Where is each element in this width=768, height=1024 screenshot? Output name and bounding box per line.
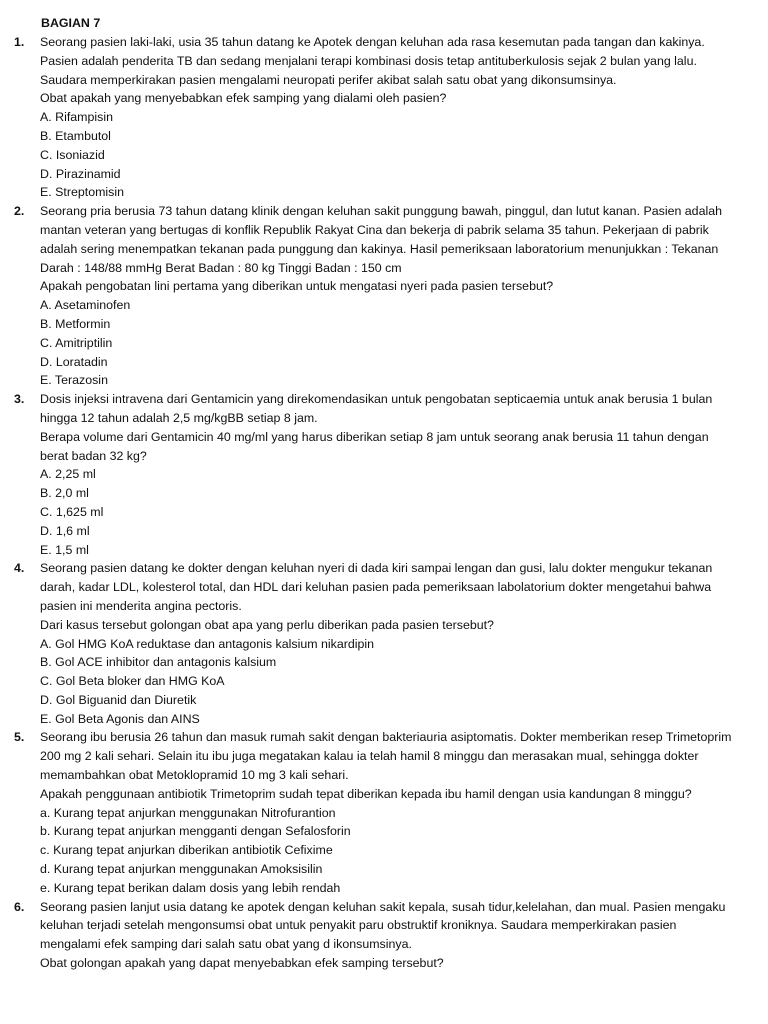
question-2 (14, 202, 738, 390)
option-item: a. Kurang tepat anjurkan menggunakan Nitrofurantion (40, 805, 336, 820)
question-stem: Seorang pasien lanjut usia datang ke apotek dengan keluhan sakit kepala, susah tidur,kelelahan, dan mual. Pasien mengaku keluhan terjadi setelah mengonsumsi obat untuk penyakit paru obstruktif kroniknya. Saudara memperkirakan pasien mengalami efek samping dari salah satu obat yang d ikonsumsinya. (40, 899, 726, 952)
question-5 (14, 728, 738, 897)
option-list (40, 296, 738, 390)
question-body (40, 390, 738, 559)
option-item: E. Gol Beta Agonis dan AINS (40, 711, 200, 726)
option-item: C. Gol Beta bloker dan HMG KoA (40, 674, 225, 689)
question-prompt: Obat apakah yang menyebabkan efek samping yang dialami oleh pasien? (40, 91, 447, 106)
question-number: 6. (14, 899, 25, 914)
option-item: B. Etambutol (40, 128, 111, 143)
question-body (40, 898, 738, 973)
option-list (40, 108, 738, 202)
question-number: 1. (14, 35, 25, 49)
question-6 (14, 898, 738, 973)
option-list (40, 635, 738, 729)
option-item: A. Asetaminofen (40, 298, 131, 313)
option-item: B. 2,0 ml (40, 486, 89, 501)
option-item: A. Gol HMG KoA reduktase dan antagonis kalsium nikardipin (40, 636, 375, 651)
option-item: E. Terazosin (40, 373, 108, 388)
question-prompt: Apakah penggunaan antibiotik Trimetoprim sudah tepat diberikan kepada ibu hamil dengan usia kandungan 8 minggu? (40, 786, 692, 801)
section-title: BAGIAN 7 (41, 16, 101, 30)
question-number: 5. (14, 730, 25, 745)
question-prompt: Berapa volume dari Gentamicin 40 mg/ml yang harus diberikan setiap 8 jam untuk seorang anak berusia 11 tahun dengan berat badan 32 kg? (40, 429, 709, 463)
option-list (40, 465, 738, 559)
question-body (40, 559, 738, 728)
option-item: D. 1,6 ml (40, 523, 90, 538)
option-item: A. 2,25 ml (40, 467, 96, 482)
question-prompt: Apakah pengobatan lini pertama yang diberikan untuk mengatasi nyeri pada pasien tersebut? (40, 279, 554, 294)
question-4 (14, 559, 738, 728)
option-item: C. Amitriptilin (40, 335, 113, 350)
question-prompt: Obat golongan apakah yang dapat menyebabkan efek samping tersebut? (40, 956, 444, 971)
option-item: e. Kurang tepat berikan dalam dosis yang lebih rendah (40, 880, 341, 895)
question-number: 2. (14, 204, 25, 219)
option-item: D. Loratadin (40, 354, 108, 369)
option-item: E. Streptomisin (40, 185, 125, 200)
option-item: B. Gol ACE inhibitor dan antagonis kalsium (40, 655, 277, 670)
option-item: c. Kurang tepat anjurkan diberikan antibiotik Cefixime (40, 843, 333, 858)
option-item: C. 1,625 ml (40, 504, 104, 519)
question-prompt: Dari kasus tersebut golongan obat apa yang perlu diberikan pada pasien tersebut? (40, 617, 494, 632)
question-3 (14, 390, 738, 559)
option-item: E. 1,5 ml (40, 542, 89, 557)
option-item: d. Kurang tepat anjurkan menggunakan Amoksisilin (40, 862, 323, 877)
question-number: 4. (14, 561, 25, 576)
question-body (40, 728, 738, 897)
question-1 (14, 33, 738, 202)
question-number: 3. (14, 392, 25, 407)
option-item: C. Isoniazid (40, 147, 105, 162)
question-body (40, 202, 738, 390)
question-stem: Seorang pasien laki-laki, usia 35 tahun datang ke Apotek dengan keluhan ada rasa kesemutan pada tangan dan kakinya. Pasien adalah penderita TB dan sedang menjalani terapi kombinasi dosis tetap antituberkulosis sejak 2 bulan yang lalu. Saudara memperkirakan pasien mengalami neuropati perifer akibat salah satu obat yang dikonsumsinya. (40, 35, 705, 87)
question-stem: Seorang pria berusia 73 tahun datang klinik dengan keluhan sakit punggung bawah, pinggul, dan lutut kanan. Pasien adalah mantan veteran yang bertugas di konflik Republik Rakyat Cina dan bekerja di pabrik selama 35 tahun. Pekerjaan di pabrik adalah sering menempatkan tekanan pada punggung dan kakinya. Hasil pemeriksaan laboratorium menunjukkan : Tekanan Darah : 148/88 mmHg Berat Badan : 80 kg Tinggi Badan : 150 cm (40, 204, 722, 275)
question-body (40, 33, 738, 202)
option-list (40, 804, 738, 898)
question-stem: Seorang pasien datang ke dokter dengan keluhan nyeri di dada kiri sampai lengan dan gusi, lalu dokter mengukur tekanan darah, kadar LDL, kolesterol total, dan HDL dari keluhan pasien pada pemeriksaan labolatorium dokter mengetahui bahwa pasien ini menderita angina pectoris. (40, 561, 713, 613)
question-stem: Seorang ibu berusia 26 tahun dan masuk rumah sakit dengan bakteriauria asiptomatis. Dokter memberikan resep Trimetoprim 200 mg 2 kali sehari. Selain itu ibu juga megatakan kalau ia telah hamil 8 minggu dan merasakan mual, sehingga dokter memambahkan obat Metoklopramid 10 mg 3 kali sehari. (40, 730, 732, 783)
option-item: A. Rifampisin (40, 110, 113, 125)
option-item: b. Kurang tepat anjurkan mengganti dengan Sefalosforin (40, 824, 351, 839)
option-item: D. Gol Biguanid dan Diuretik (40, 692, 197, 707)
option-item: D. Pirazinamid (40, 166, 121, 181)
question-stem: Dosis injeksi intravena dari Gentamicin yang direkomendasikan untuk pengobatan septicaemia untuk anak berusia 1 bulan hingga 12 tahun adalah 2,5 mg/kgBB setiap 8 jam. (40, 392, 713, 425)
option-item: B. Metformin (40, 316, 111, 331)
